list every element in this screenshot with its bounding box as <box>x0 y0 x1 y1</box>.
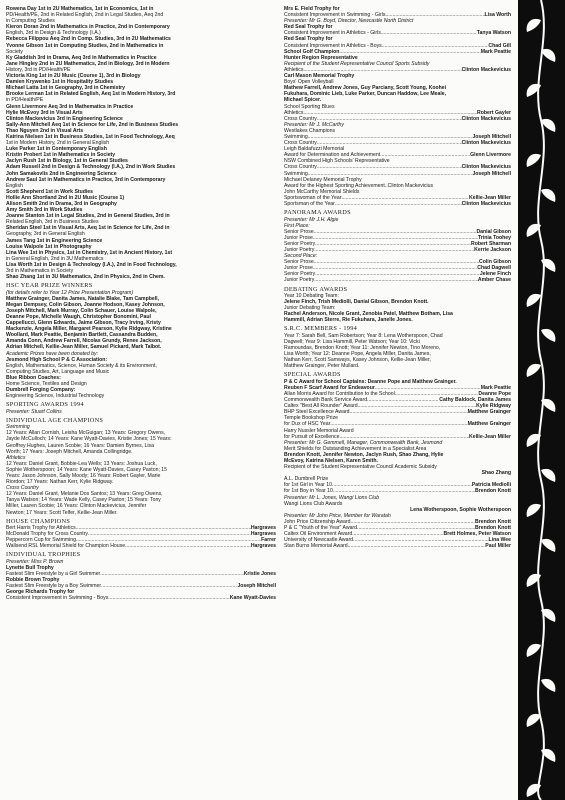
dot-leader <box>317 116 462 122</box>
dot-leader <box>101 583 237 589</box>
award-recipient: Hargraves <box>250 531 276 538</box>
bold-line: James Tang 1st in Engineering Science <box>6 237 103 244</box>
text-line: Lisa Worth; Year 12: Deanne Pope, Angela Miller, Danita James, <box>284 351 431 358</box>
award-recipient: Hargraves <box>250 525 276 532</box>
text-line: Matthew Grainger, Peter Mullard. <box>284 363 360 370</box>
text-line: Year 10 Debating Team: <box>284 292 339 299</box>
recipient-line: Shao Zhang <box>481 470 511 477</box>
bold-line: Lynette Bull Trophy <box>6 564 54 571</box>
award-recipient: Deanne Pope <box>478 390 511 397</box>
award-label: for Dux of HSC Year <box>284 421 331 428</box>
left-column <box>6 6 276 601</box>
text-line: Miller, Lauren Scobie; 16 Years: Clinton Mackevicius, Jennifer <box>6 503 147 510</box>
text-line: Harry Nussler Memorial Award <box>284 427 354 434</box>
award-label: BHP Steel Excellence Award <box>284 409 350 416</box>
award-row <box>284 543 511 549</box>
award-label: University of Newcastle Award <box>284 537 354 544</box>
dot-leader <box>330 421 467 427</box>
bold-line: Sheridan Steel 1st in Visual Arts, Aeq 1st in Science for Life, 2nd in <box>6 225 170 232</box>
text-line: in Computing Studies <box>6 18 55 25</box>
text-line: Leigh Baldafuzzi Memorial <box>284 146 345 153</box>
award-label: Junior Prose <box>284 265 313 272</box>
text-line: Ramoundas, Brendon Knott; Year 11: Jennifer Newton, Tino Moreno, <box>284 345 441 351</box>
award-row <box>284 201 511 207</box>
award-recipient: Paul Miller <box>485 543 511 550</box>
award-row <box>284 116 511 122</box>
bold-line: Rebecca Filippou Aeq 2nd in Comp. Studies, 3rd in 2U Mathematics <box>6 36 171 43</box>
dot-leader <box>381 30 477 36</box>
bold-line: Scott Shepherd 1st in Work Studies <box>6 188 94 195</box>
text-line: 3rd in Mathematics in Society <box>6 268 74 275</box>
award-recipient: Lisa Worth <box>484 12 511 19</box>
bold-line: Lisa Worth 1st in Design & Technology (I.A.), 2nd in Food Technology, <box>6 261 177 268</box>
award-recipient: Joseph Mitchell <box>472 133 511 140</box>
award-label: Caltex Oil Environment Award <box>284 531 353 538</box>
award-recipient: Joseph Mitchell <box>472 170 511 177</box>
award-recipient: Matthew Grainger <box>467 409 511 416</box>
section-heading: INDIVIDUAL AGE CHAMPIONS <box>6 416 104 424</box>
award-label: Junior Poetry <box>284 277 315 284</box>
award-label: Fastest Slim Freestyle by a Boy Swimmer <box>6 583 102 590</box>
bold-line: Hunter Region Representative <box>284 54 358 61</box>
award-row <box>284 277 511 283</box>
award-recipient: Kristie Jones <box>243 571 276 577</box>
award-recipient: Danial Gibson <box>476 228 511 235</box>
bold-line: Hammill, Adrian Sterre, Rie Fukuhara, Janelle Jones. <box>284 317 413 324</box>
award-recipient: Cathy Baldock, Danita James <box>439 397 511 404</box>
presenter-line: Academic Prizes have been donated by: <box>6 350 99 357</box>
bold-line: Sally-Ann Mitchell Aeq 1st in Science for Life, 2nd in Business Studies <box>6 121 179 128</box>
bold-line: Jesmond High School P & C Association: <box>6 356 108 363</box>
text-line: Merit Shields for Outstanding Achievement in a Specialist Area <box>284 445 427 452</box>
award-recipient: Kellie-Jean Miller <box>469 433 511 440</box>
presenter-line: Cross Country <box>6 485 39 492</box>
text-line: Westlakes Champions <box>284 127 336 134</box>
award-label: McDonald Trophy for Cross Country <box>6 531 88 538</box>
award-label: Caltex "Best All Rounder" Award <box>284 403 358 410</box>
vine-border-icon <box>518 0 565 800</box>
bold-line: Amy Smith 3rd in Work Studies <box>6 207 83 214</box>
text-line: School Sporting Blues <box>284 103 335 110</box>
text-line: Home Science, Textiles and Design <box>6 381 87 388</box>
award-recipient: Clinton Mackevicius <box>461 140 511 147</box>
right-column <box>284 6 511 549</box>
bold-line: Kristin Probert 1st in Mathematics in Society <box>6 152 116 159</box>
award-recipient: Kylie Ridgway <box>476 403 511 410</box>
award-label: Award for Determination and Achievement <box>284 152 381 159</box>
presenter-line: Swimming <box>6 424 30 431</box>
bold-line: Clinton Mackevicius 3rd in Engineering Science <box>6 115 123 122</box>
award-recipient: Clinton Mackevicius <box>461 201 511 207</box>
award-recipient: Kane Wyatt-Davies <box>229 595 276 602</box>
bold-line: Shao Zhang 1st in 3U Mathematics, 2nd in Physics, 2nd in Chem. <box>6 274 165 281</box>
bold-line: Jelene Finch, Trish Mediolli, Danial Gibson, Brendon Knott. <box>284 299 429 306</box>
bold-line: Red Seal Trophy for <box>284 36 333 43</box>
award-label: Peppercorn Cup for Swimming <box>6 537 76 544</box>
award-label: Consistent Improvement in Athletics - Girls <box>284 30 381 37</box>
bold-line: Andrew Saul 1st in Mathematics in Practice, 3rd in Contemporary <box>6 176 166 183</box>
award-label: Senior Prose <box>284 228 314 235</box>
text-line: 12 Years: Allan Cornish, Leisha McGuigan; 13 Years: Gregory Owens, <box>6 430 166 437</box>
dot-leader <box>314 277 478 283</box>
award-label: Sportswoman of the Year <box>284 194 342 201</box>
bold-line: Alison Smith 2nd in Drama, 3rd in Geography <box>6 201 117 207</box>
section-heading: HSC YEAR PRIZE WINNERS <box>6 282 93 290</box>
text-line: Related English, 3rd in Business Studies <box>6 219 99 226</box>
bold-line: Mrs E. Field Trophy for <box>284 6 340 12</box>
bold-line: Rowena Day 1st in 2U Mathematics, 1st in Economics, 1st in <box>6 6 154 12</box>
presenter-line: Presenter: Mr G. Gemmell, Manager, Commonwealth Bank, Jesmond <box>284 439 443 446</box>
text-line: Society <box>6 48 23 55</box>
award-label: for 1st Boy in Year 10 <box>284 488 333 495</box>
bold-line: Amanda Conn, Andrew Farrell, Nicolas Grundy, Renee Jackson, <box>6 338 162 345</box>
recipient-line: Lena Wotherspoon, Sophie Wotherspoon <box>410 506 511 513</box>
bold-line: John Samakovlis 2nd in Engineering Science <box>6 170 117 177</box>
bold-line: Hollie Ann Shortland 2nd in 2U Music (Course 1) <box>6 194 125 201</box>
presenter-line: Presenter: Mr John Price, Member for Waratah <box>284 512 391 519</box>
bold-line: Thao Nguyen 2nd in Visual Arts <box>6 127 84 134</box>
presenter-line: Presenter: Mr J.H. Algie <box>284 216 339 223</box>
award-label: Consistent Improvement in Athletics - Boys <box>284 42 382 49</box>
bold-line: Adam Russell 2nd in Design & Technology (I.A.), 2nd in Work Studies <box>6 164 176 171</box>
text-line: NSW Combined High Schools' Representative <box>284 158 390 165</box>
bold-line: George Richards Trophy for <box>6 589 75 596</box>
award-row <box>6 543 276 549</box>
award-label: Wallsend RSL Memorial Shield for Champion House <box>6 543 126 550</box>
presenter-line: Presenter: Miss P. Brown <box>6 558 64 565</box>
award-recipient: Trinia Toohey <box>477 234 511 241</box>
award-label: Cross Country <box>284 115 317 122</box>
text-line: John McCarthy Memorial Shields <box>284 188 360 195</box>
text-line: English, 3rd in Design & Technology (I.A.) <box>6 30 101 37</box>
bold-line: Katrina Nielsen 1st in Business Studies, 1st in Food Technology, Aeq <box>6 133 175 140</box>
award-label: Consistent Improvement in Swimming - Boys <box>6 595 109 602</box>
bold-line: Rachel Anderson, Nicole Grant, Zenobia Patel, Matthew Botham, Lisa <box>284 311 453 318</box>
award-recipient: Jelene Finch <box>479 271 511 278</box>
text-line: Newton; 17 Years: Scott Telfer, Kellie-Jean Miller. <box>6 509 118 516</box>
award-label: School Golf Champion <box>284 48 340 55</box>
award-label: Senior Poetry <box>284 271 316 278</box>
text-line: Recipient of the Student Representative Council Academic Subsidy <box>284 464 437 471</box>
text-line: Geoffrey Hughes, Lauren Scobie; 16 Years: Damien Byrnes, Lisa <box>6 442 154 449</box>
bold-line: Carl Mason Memorial Trophy <box>284 73 355 80</box>
award-label: for Pursuit of Excellence <box>284 433 340 440</box>
text-line: Tanya Watson; 14 Years: Wade Kelly, Casey Paxton; 15 Years: Tony <box>6 497 161 504</box>
bold-line: Cappellucci, Glenn Edwards, Jaime Gibson, Tracy Irving, Kristy <box>6 320 161 327</box>
dot-leader <box>380 152 470 158</box>
presenter-line: Presenter: Mr G. Boyd, Director, Newcastle North District <box>284 18 414 25</box>
bold-line: Robbie Brown Trophy <box>6 577 60 584</box>
bold-line: Deanne Pope, Michelle Waugh, Christopher Bonomini, Paul <box>6 314 151 320</box>
text-line: in General English, 2nd in 3U Mathematics <box>6 255 104 262</box>
bold-line: Lina Wee 1st in Physics, 1st in Chemistry, 1st in Ancient History, 1st <box>6 249 173 256</box>
award-recipient: Hargraves <box>250 543 276 550</box>
dot-leader <box>108 595 230 601</box>
award-recipient: Patricia Mediolli <box>471 482 511 489</box>
bold-line: Hylie McEvoy 3rd in Visual Arts <box>6 109 83 116</box>
text-line: Nathan Kerr, Scott Samways, Kasey Johnson, Kellie-Jean Miller, <box>284 357 431 364</box>
text-line: in PD/Health/PE <box>6 97 44 104</box>
text-line: 12 Years: Daniel Grant, Bobbie-Lea Wells; 13 Years: Joshua Luck, <box>6 460 157 467</box>
text-line: Jayde McCulloch; 14 Years: Kane Wyatt-Davies, Kristie Jones; 15 Years: <box>6 436 172 443</box>
award-recipient: Mark Peattie <box>480 384 511 391</box>
bold-line: Luke Parker 1st in Contemporary English <box>6 146 107 153</box>
bold-line: Victoria King 1st in 2U Music (Course 1), 3rd in Biology <box>6 73 141 80</box>
award-recipient: Chad Dagwell <box>477 265 511 272</box>
section-heading: S.R.C. MEMBERS - 1994 <box>284 325 358 333</box>
award-recipient: Kerrie Jackson <box>474 246 511 253</box>
text-line: Worth; 17 Years: Joseph Mitchell, Amanda Collingridge. <box>6 448 133 455</box>
bold-line: Jaclyn Rush 1st in Biology, 1st in General Studies <box>6 158 128 165</box>
text-line: History, 3rd in PD/Health/PE <box>6 66 71 73</box>
section-heading: SPECIAL AWARDS <box>284 371 341 379</box>
award-row <box>284 421 511 427</box>
text-line: English, Mathematics, Science, Human Society & its Environment, <box>6 362 157 369</box>
presenter-line: First Place: <box>284 222 310 229</box>
award-label: Allan Morris Award for Contribution to the School <box>284 390 395 397</box>
award-label: for 1st Girl in Year 10 <box>284 482 333 489</box>
bold-line: Matthew Grainger, Danita James, Natalie Blake, Tam Campbell, <box>6 295 160 302</box>
award-label: Swimming <box>284 133 308 140</box>
award-row <box>284 247 511 253</box>
award-recipient: Brett Holmes, Peter Watson <box>443 531 511 538</box>
award-recipient: Amber Chase <box>477 277 511 284</box>
award-recipient: Mark Peattie <box>480 48 511 55</box>
dot-leader <box>339 434 469 440</box>
section-heading: INDIVIDUAL TROPHIES <box>6 551 81 559</box>
award-recipient: Brendon Knott <box>475 488 511 495</box>
award-row <box>284 488 511 494</box>
bold-line: Dumbrell Forging Company: <box>6 387 76 394</box>
bold-line: Louise Walpole 1st in Photography <box>6 243 92 250</box>
text-line: Temple Bookshop Prize <box>284 415 339 422</box>
text-line: PD/Health/PE, 2nd in Related English, 2nd in Legal Studies, Aeq 2nd <box>6 12 164 19</box>
text-line: Riordon; 17 Years: Nathan Kerr, Kylie Ridgway. <box>6 479 114 486</box>
award-label: Cross Country <box>284 140 317 147</box>
presenter-line: Presenter: Stuart Collins <box>6 408 62 415</box>
bold-line: Mackenzie, Angela Miller, Margaret Pearson, Kylie Ridgway, Kristine <box>6 326 172 333</box>
award-label: Bert Harris Trophy for Athletics <box>6 525 76 532</box>
text-line: Sophie Wotherspoon; 14 Years: Kane Wyatt-Davies, Casey Paxton; 15 <box>6 466 168 473</box>
text-line: Junior Debating Team: <box>284 305 336 312</box>
award-label: Junior Poetry <box>284 246 315 253</box>
text-line: Geography, 3rd in General English <box>6 231 85 238</box>
section-heading: SPORTING AWARDS 1994 <box>6 401 84 409</box>
bold-line: Megan Dempsey, Colin Gibson, Joanne Hodson, Kasey Johnson, <box>6 301 165 308</box>
text-line: Years: Jason Johnson, Sally Moody; 16 Years: Robert Gayler, Marie <box>6 472 161 479</box>
award-recipient: Chad Gill <box>488 42 511 49</box>
bold-line: Woollard, Mark Peattie, Benjamin Bartlett, Cassandra Budden, <box>6 332 158 339</box>
text-line: English <box>6 182 23 189</box>
award-recipient: Brendon Knott <box>475 525 511 532</box>
bold-line: Adrian Mitchell, Kellie-Jean Miller, Samuel Pickard, Mark Talbot. <box>6 344 162 351</box>
award-row <box>284 171 511 177</box>
dot-leader <box>350 409 468 415</box>
presenter-line: Recipient of the Student Representative Council Sports Subsidy <box>284 60 430 67</box>
award-recipient: Glenn Livermore <box>470 152 511 159</box>
presenter-line: Athletics <box>6 454 26 461</box>
section-heading: PANORAMA AWARDS <box>284 209 351 217</box>
bold-line: Joanne Stanton 1st in Legal Studies, 2nd in General Studies, 3rd in <box>6 213 170 220</box>
presenter-line: (for details refer to Year 12 Prize Presentation Program) <box>6 289 134 296</box>
award-recipient: Robert Sharman <box>471 240 511 247</box>
bold-line: Mathew Farrell, Andrew Jones, Guy Parciany, Scott Young, Koohei <box>284 85 447 92</box>
dot-leader <box>100 571 243 577</box>
bold-line: Joseph Mitchell, Mark Murray, Colin Schauer, Louise Walpole, <box>6 307 157 314</box>
award-recipient: Matthew Grainger <box>467 421 511 428</box>
bold-line: Glenn Livermore Aeq 3rd in Mathematics in Practice <box>6 103 134 110</box>
text-line: 1st in Modern History, 2nd in General English <box>6 140 110 147</box>
award-recipient: Farrer <box>261 537 276 544</box>
text-line: Boys' Open Volleyball <box>284 79 334 86</box>
text-line: Award for the Highest Sporting Achievement..Clinton Mackevicius <box>284 182 434 189</box>
award-recipient: Clinton Mackevicius <box>461 115 511 122</box>
award-recipient: Robert Gayler <box>477 109 511 116</box>
text-line: 12 Years: Daniel Grant, Melanie Dos Santos; 13 Years: Greg Owens, <box>6 491 163 498</box>
bold-line: Damien Krywenko 1st in Hospitality Studies <box>6 79 114 86</box>
dot-leader <box>348 543 486 549</box>
award-label: Consistent Improvement in Swimming - Girls <box>284 12 386 19</box>
award-recipient: Colin Gibson <box>479 259 511 266</box>
dot-leader <box>125 543 251 549</box>
award-recipient: Brendon Knott <box>475 518 511 525</box>
bold-line: Yvonne Gibson 1st in Computing Studies, 2nd in Mathematics in <box>6 42 164 49</box>
award-label: Sportsman of the Year <box>284 201 335 207</box>
text-line: Dagwell; Year 9: Lisa Hammill, Peter Watson; Year 10: Vicki <box>284 338 420 345</box>
section-heading: DEBATING AWARDS <box>284 285 348 293</box>
bold-line: Blue Ribbon Coaches: <box>6 374 61 381</box>
bold-line: Fukuhara, Dominic Lieb, Luke Parker, Duncan Haddow, Lee Meale, <box>284 91 447 98</box>
dot-leader <box>335 201 462 207</box>
award-row <box>284 434 511 440</box>
section-heading: HOUSE CHAMPIONS <box>6 517 71 525</box>
award-recipient: Clinton Mackevicius <box>461 66 511 73</box>
dot-leader <box>314 247 474 253</box>
award-label: Athletics <box>284 109 304 116</box>
dot-leader <box>333 488 475 494</box>
text-line: Year 7: Sarah Bell, Sam Robertson; Year 8: Lena Wotherspoon, Chad <box>284 332 443 339</box>
award-label: Cross Country <box>284 164 317 171</box>
bold-line: Red Seal Trophy for <box>284 24 333 31</box>
bold-line: McEvoy, Katrina Nielsen, Karen Smith. <box>284 458 378 464</box>
bold-line: Michael Latta 1st in Geography, 3rd in Chemistry <box>6 85 126 92</box>
award-row <box>6 595 276 601</box>
dot-leader <box>308 171 473 177</box>
award-label: Junior Prose <box>284 234 313 241</box>
text-line: Wangi Lions Club Awards <box>284 500 343 507</box>
bold-line: Ky Gladdish 3rd in Drama, Aeq 3rd in Mathematics in Practice <box>6 54 157 61</box>
award-label: Stan Burns Memorial Award <box>284 543 348 550</box>
award-label: Athletics <box>284 66 304 73</box>
award-row <box>284 49 511 55</box>
text-line: Computing Studies, Art, Language and Music <box>6 368 110 375</box>
award-recipient: Clinton Mackevicius <box>461 164 511 171</box>
award-label: Commonwealth Bank Service Award <box>284 397 368 404</box>
bold-line: Brendon Knott, Jennifer Newton, Jaclyn Rush, Shao Zhang, Hylie <box>284 451 444 458</box>
text-line: A.L. Dumbrell Prize <box>284 476 329 483</box>
bold-line: Kieron Doran 2nd in Mathematics in Practice, 2nd in Contemporary <box>6 24 170 31</box>
award-label: P & C "Youth of the Year" Award <box>284 525 358 532</box>
award-recipient: Joseph Mitchell <box>237 583 276 590</box>
presenter-line: Presenter: Mr L. Jones, Wangi Lions Club <box>284 494 380 501</box>
text-line: Engineering Science, Industrial Technology <box>6 393 105 400</box>
award-recipient: Tanya Watson <box>476 30 511 37</box>
award-label: Senior Prose <box>284 259 314 266</box>
award-label: Reuben F Scarf Award for Endeavour <box>284 384 375 391</box>
award-label: Swimming <box>284 170 308 177</box>
award-recipient: Kellie-Jean Miller <box>469 194 511 201</box>
bold-line: P & C Award for School Captains: Deanne Pope and Matthew Grainger. <box>284 378 457 385</box>
award-label: Senior Poetry <box>284 240 316 247</box>
bold-line: Brooke Lerman 1st in Related English, Aeq 1st in Modern History, 3rd <box>6 91 176 98</box>
bold-line: Michael Spicer. <box>284 97 322 104</box>
award-label: Fastest Slim Freestyle by a Girl Swimmer <box>6 571 101 577</box>
award-recipient: Lina Wee <box>488 537 511 544</box>
award-label: John Price Citizenship Award <box>284 518 351 525</box>
text-line: Michael Delaney Memorial Trophy <box>284 176 362 183</box>
bold-line: Jane Hingley 2nd in 2U Mathematics, 2nd in Biology, 3rd in Modern <box>6 60 170 67</box>
presenter-line: Presenter: Mr J. McCarthy <box>284 121 344 128</box>
dot-leader <box>339 49 480 55</box>
presenter-line: Second Place: <box>284 253 318 260</box>
